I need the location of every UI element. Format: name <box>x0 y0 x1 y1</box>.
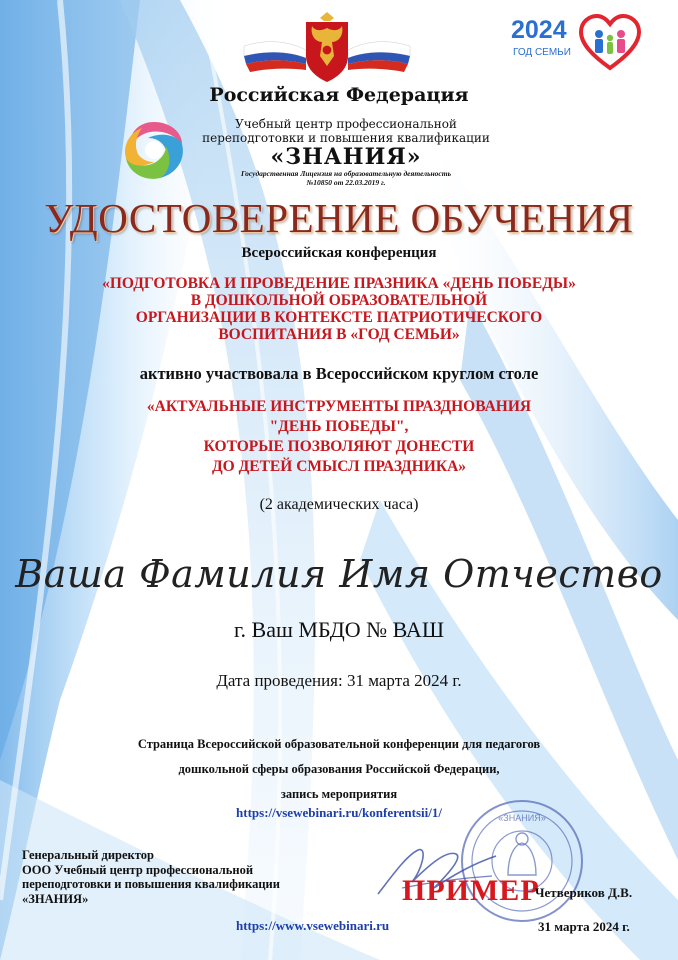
conference-line-1: «ПОДГОТОВКА И ПРОВЕДЕНИЕ ПРАЗНИКА «ДЕНЬ ПОБЕДЫ» <box>102 275 576 292</box>
signer-name: Четвериков Д.В. <box>535 885 633 900</box>
recipient-location: г. Ваш МБДО № ВАШ <box>233 617 445 642</box>
site-link[interactable]: https://www.vsewebinari.ru <box>236 918 390 933</box>
license-line-2: №10850 от 22.03.2019 г. <box>306 178 386 187</box>
badge-year: 2024 <box>511 16 567 44</box>
country-name: Российская Федерация <box>209 84 469 106</box>
conference-title <box>0 275 678 343</box>
year-of-family-badge <box>497 14 643 72</box>
svg-text:«ЗНАНИЯ»: «ЗНАНИЯ» <box>498 813 546 823</box>
roundtable-line-3: КОТОРЫЕ ПОЗВОЛЯЮТ ДОНЕСТИ <box>203 438 475 455</box>
event-date: Дата проведения: 31 марта 2024 г. <box>216 671 462 690</box>
coat-of-arms-icon <box>240 12 414 84</box>
director-block <box>22 848 280 906</box>
director-line-2: ООО Учебный центр профессиональной <box>22 862 254 877</box>
roundtable-line-2: "ДЕНЬ ПОБЕДЫ", <box>269 418 409 435</box>
license-line-1: Государственная Лицензия на образовательную деятельность <box>240 169 452 178</box>
badge-label: ГОД СЕМЬИ <box>513 47 571 58</box>
director-line-3: переподготовки и повышения квалификации <box>22 877 280 891</box>
center-line-2: переподготовки и повышения квалификации <box>202 131 490 145</box>
sample-stamp: ПРИМЕР <box>402 874 540 907</box>
page-info-line-1: Страница Всероссийской образовательной конференции для педагогов <box>137 737 541 751</box>
record-label: запись мероприятия <box>280 787 398 801</box>
roundtable-line-1: «АКТУАЛЬНЫЕ ИНСТРУМЕНТЫ ПРАЗДНОВАНИЯ <box>146 398 532 415</box>
conference-line-3: ОРГАНИЗАЦИИ В КОНТЕКСТЕ ПАТРИОТИЧЕСКОГО <box>135 309 543 326</box>
roundtable-title <box>0 397 678 477</box>
hours-text: (2 академических часа) <box>259 496 419 513</box>
event-type: Всероссийская конференция <box>241 245 437 261</box>
director-line-4: «ЗНАНИЯ» <box>22 891 89 906</box>
conference-line-2: В ДОШКОЛЬНОЙ ОБРАЗОВАТЕЛЬНОЙ <box>190 292 488 309</box>
record-link[interactable]: https://vsewebinari.ru/konferentsii/1/ <box>236 805 442 820</box>
center-line-1: Учебный центр профессиональной <box>235 117 457 131</box>
certificate-title: УДОСТОВЕРЕНИЕ ОБУЧЕНИЯ <box>44 195 634 241</box>
family-heart-icon <box>579 14 641 72</box>
participation-text: активно участвовала в Всероссийском круглом столе <box>139 364 539 383</box>
sign-date: 31 марта 2024 г. <box>538 919 630 934</box>
page-info-line-2: дошкольной сферы образования Российской Федерации, <box>178 762 500 776</box>
roundtable-line-4: ДО ДЕТЕЙ СМЫСЛ ПРАЗДНИКА» <box>211 458 467 475</box>
recipient-name: Ваша Фамилия Имя Отчество <box>15 552 663 596</box>
training-center-logo-icon <box>120 118 188 182</box>
conference-line-4: ВОСПИТАНИЯ В «ГОД СЕМЬИ» <box>218 326 460 343</box>
center-name: «ЗНАНИЯ» <box>270 144 422 170</box>
director-line-1: Генеральный директор <box>22 848 154 862</box>
